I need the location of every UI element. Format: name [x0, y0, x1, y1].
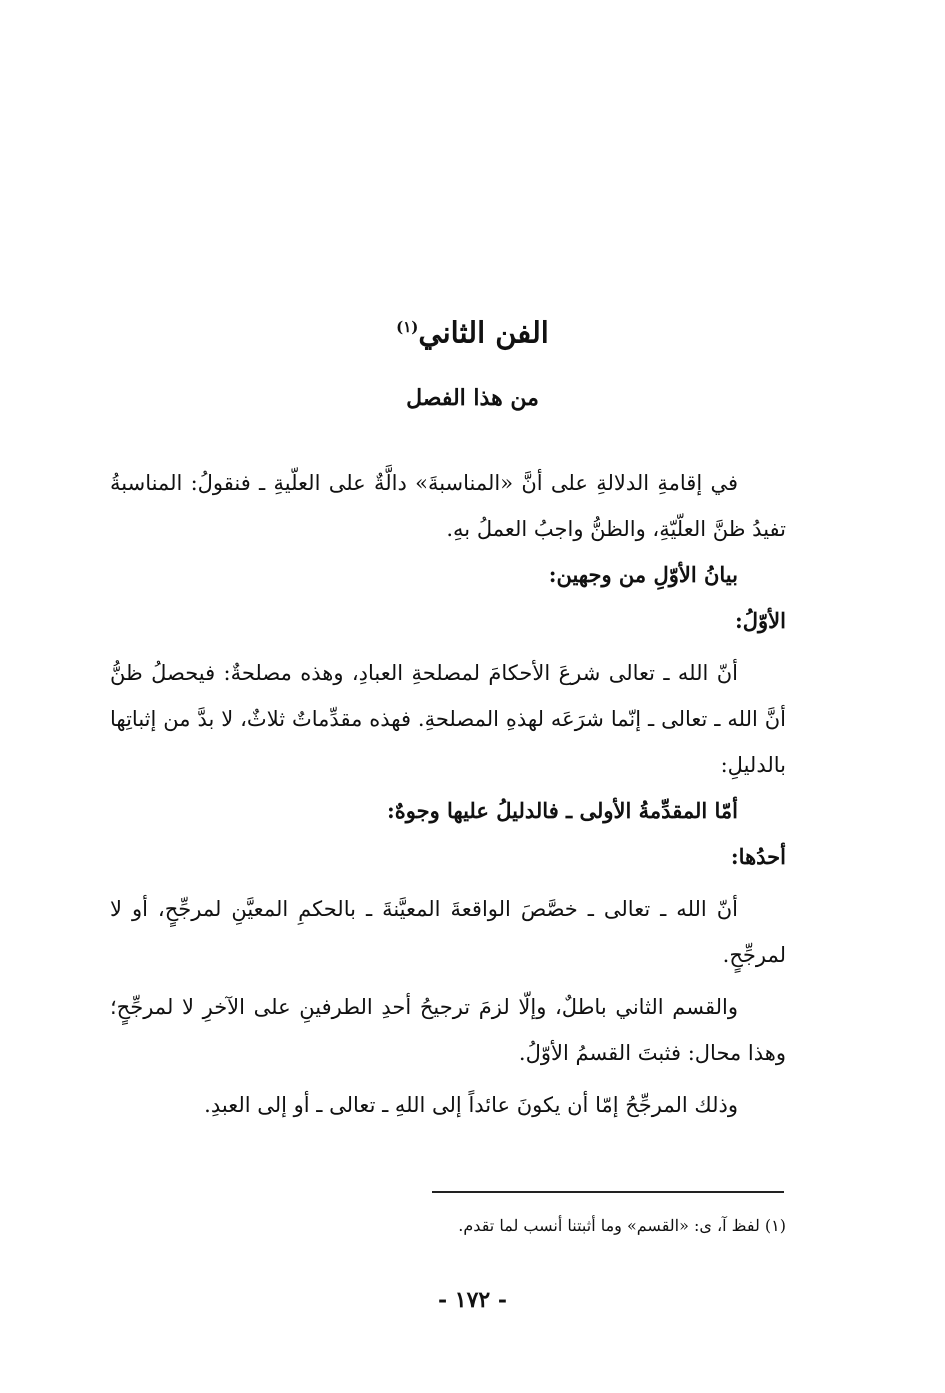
first-proof-heading: أحدُها: [730, 844, 786, 869]
body-text [110, 460, 786, 1128]
first-aspect-paragraph: أنّ الله ـ تعالى شرعَ الأحكامَ لمصلحةِ العبادِ، وهذه مصلحةٌ: فيحصلُ ظنُّ أنَّ الله ـ تعالى ـ إنّما شرَعَه لهذهِ المصلحةِ. فهذه مقدِّماتٌ ثلاثٌ، لا بدَّ من إثباتِها بالدليلِ: [110, 661, 786, 777]
footnote-divider [432, 1191, 784, 1193]
preponderant-paragraph: وذلك المرجِّحُ إمّا أن يكونَ عائداً إلى اللهِ ـ تعالى ـ أو إلى العبدِ. [204, 1093, 738, 1117]
second-section-paragraph: والقسم الثاني باطلٌ، وإلّا لزمَ ترجيحُ أحدِ الطرفينِ على الآخرِ لا لمرجِّحٍ؛ وهذا محال: فثبتَ القسمُ الأوّلُ. [110, 995, 786, 1065]
first-aspect-heading: الأوّلُ: [735, 608, 786, 633]
intro-paragraph: في إقامةِ الدلالةِ على أنَّ «المناسبةَ» دالَّةٌ على العلّيةِ ـ فنقولُ: المناسبةُ تفيدُ ظنَّ العلّيّةِ، والظنُّ واجبُ العملُ بهِ. [110, 471, 786, 541]
section-title [0, 305, 945, 355]
section-subtitle: من هذا الفصل [406, 385, 539, 411]
page-number: - ١٧٢ - [437, 1287, 508, 1313]
first-premise-heading: أمّا المقدِّمةُ الأولى ـ فالدليلُ عليها وجوهٌ: [386, 798, 738, 823]
footnote: (١) لفظ آ، ى: «القسم» وما أثبتنا أنسب لما تقدم. [458, 1216, 786, 1235]
first-proof-paragraph: أنّ الله ـ تعالى ـ خصَّصَ الواقعةَ المعيَّنةَ ـ بالحكمِ المعيَّنِ لمرجِّحٍ، أو لا لمرجِّحٍ. [110, 897, 786, 967]
footnote-marker: (١) [396, 318, 419, 336]
first-point-heading: بيانُ الأوّلِ من وجهين: [548, 562, 738, 587]
section-title-text: الفن الثاني [418, 315, 549, 350]
